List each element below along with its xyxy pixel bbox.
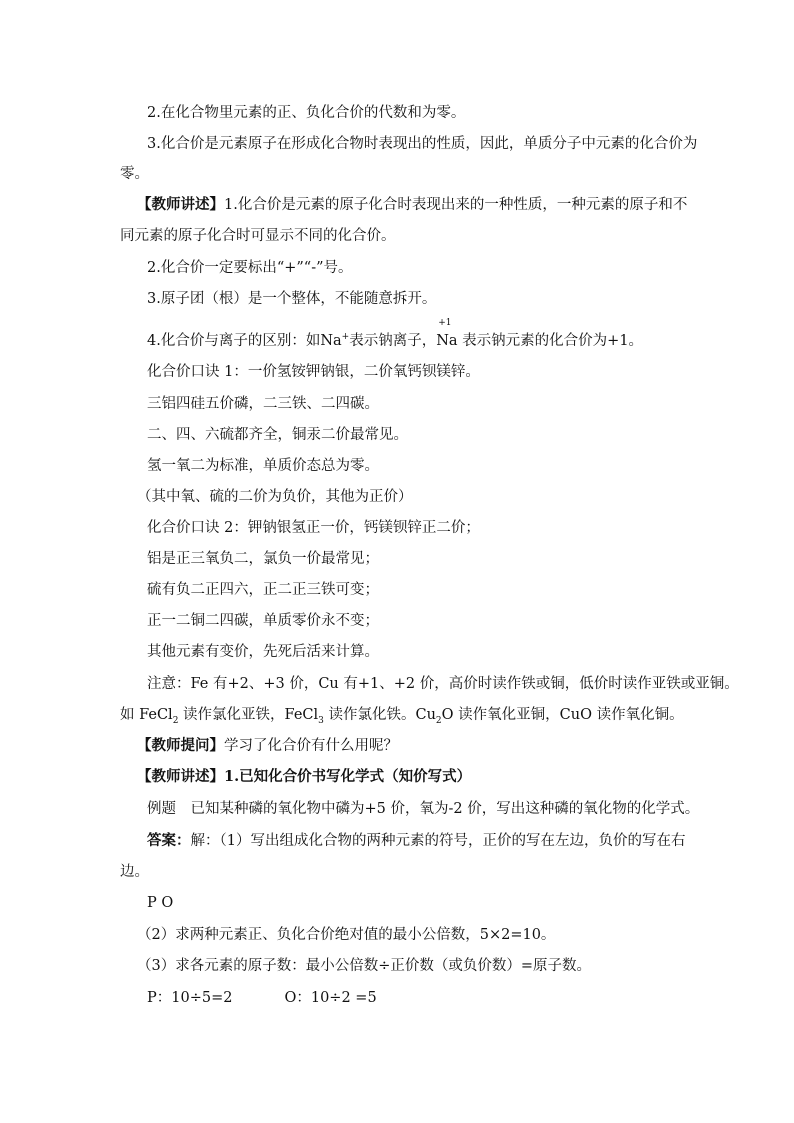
rule-2-text: 2.在化合物里元素的正、负化合价的代数和为零。 bbox=[147, 105, 466, 121]
mnemonic-1-line-1-text: 化合价口诀 1：一价氢铵钾钠银，二价氧钙钡镁锌。 bbox=[147, 364, 480, 380]
mnemonic-2-line-4-text: 正一二铜二四碳，单质零价永不变； bbox=[147, 613, 379, 629]
mnemonic-2-line-4 bbox=[0, 611, 794, 631]
teacher-narration-tag: 【教师讲述】 bbox=[137, 196, 224, 213]
teacher-narration-text: 1.化合价是元素的原子化合时表现出来的一种性质，一种元素的原子和不 bbox=[224, 197, 688, 213]
mnemonic-1-line-1 bbox=[0, 362, 794, 382]
element-symbols bbox=[0, 893, 794, 913]
mnemonic-1-line-4 bbox=[0, 456, 794, 476]
rule-2 bbox=[0, 103, 794, 123]
mnemonic-2-line-1 bbox=[0, 518, 794, 538]
subscript-cu2: 2 bbox=[435, 715, 442, 726]
example-problem bbox=[0, 799, 794, 819]
teacher-narration-2-tag: 【教师讲述】 bbox=[137, 768, 224, 785]
point-2-text: 2.化合价一定要标出“+”“-”号。 bbox=[147, 260, 353, 276]
valence-element: Na bbox=[436, 333, 458, 349]
answer-step-3 bbox=[0, 956, 794, 976]
rule-3-cont bbox=[0, 164, 794, 184]
note-cont-a: 如 FeCl bbox=[120, 707, 173, 723]
atom-count-o: O：10÷2 =5 bbox=[284, 990, 377, 1006]
rule-3-text: 3.化合价是元素原子在形成化合物时表现出的性质，因此，单质分子中元素的化合价为 bbox=[147, 136, 698, 152]
point-4-text-b: 表示钠离子， bbox=[349, 333, 437, 349]
point-3-text: 3.原子团（根）是一个整体，不能随意拆开。 bbox=[147, 291, 437, 307]
mnemonic-1-line-2 bbox=[0, 394, 794, 414]
mnemonic-2-line-3-text: 硫有负二正四六，正二正三铁可变； bbox=[147, 582, 379, 598]
point-4-text-c: 表示钠元素的化合价为+1。 bbox=[457, 333, 644, 349]
point-4 bbox=[0, 318, 794, 351]
mnemonic-1-line-4-text: 氢一氧二为标准，单质价态总为零。 bbox=[147, 458, 379, 474]
mnemonic-1-note-text: （其中氧、硫的二价为负价，其他为正价） bbox=[137, 489, 413, 505]
mnemonic-2-line-5-text: 其他元素有变价，先死后活来计算。 bbox=[147, 644, 379, 660]
answer-step-1-cont bbox=[0, 862, 794, 882]
note-paragraph bbox=[0, 674, 794, 694]
teacher-narration-2 bbox=[0, 767, 794, 787]
teacher-narration-1 bbox=[0, 195, 794, 215]
teacher-question-text: 学习了化合价有什么用呢？ bbox=[224, 738, 398, 754]
teacher-question-tag: 【教师提问】 bbox=[137, 737, 224, 754]
atom-count-p: P：10÷5=2 bbox=[147, 990, 233, 1006]
note-paragraph-cont bbox=[0, 705, 794, 725]
valence-notation bbox=[436, 318, 458, 351]
teacher-question bbox=[0, 736, 794, 756]
note-cont-d: O 读作氧化亚铜，CuO 读作氧化铜。 bbox=[441, 707, 684, 723]
mnemonic-1-line-3-text: 二、四、六硫都齐全，铜汞二价最常见。 bbox=[147, 427, 408, 443]
point-3 bbox=[0, 289, 794, 309]
valence-mark: +1 bbox=[438, 318, 452, 328]
answer-step-1-text: 解：（1）写出组成化合物的两种元素的符号，正价的写在左边，负价的写在右 bbox=[190, 833, 686, 849]
teacher-narration-2-text: 1.已知化合价书写化学式（知价写式） bbox=[224, 768, 472, 785]
answer-step-2 bbox=[0, 925, 794, 945]
element-symbols-text: P O bbox=[147, 895, 174, 911]
teacher-narration-cont-text: 同元素的原子化合时可显示不同的化合价。 bbox=[120, 228, 396, 244]
point-4-text-a: 4.化合价与离子的区别：如Na bbox=[147, 333, 342, 349]
mnemonic-1-line-3 bbox=[0, 425, 794, 445]
note-cont-c: 读作氯化铁。Cu bbox=[323, 707, 436, 723]
atom-count-calc bbox=[0, 988, 794, 1008]
teacher-narration-1-cont bbox=[0, 226, 794, 246]
mnemonic-1-line-2-text: 三铝四硅五价磷，二三铁、二四碳。 bbox=[147, 396, 379, 412]
mnemonic-2-line-3 bbox=[0, 580, 794, 600]
point-2 bbox=[0, 258, 794, 278]
answer-step-3-text: （3）求各元素的原子数：最小公倍数÷正价数（或负价数）=原子数。 bbox=[137, 958, 592, 974]
answer-step-2-text: （2）求两种元素正、负化合价绝对值的最小公倍数，5×2=10。 bbox=[137, 927, 556, 943]
subscript-3: 3 bbox=[318, 715, 324, 726]
answer-tag: 答案： bbox=[147, 832, 191, 849]
ion-charge-superscript: + bbox=[341, 332, 350, 343]
subscript-2: 2 bbox=[172, 715, 179, 726]
answer-step-1 bbox=[0, 831, 794, 851]
rule-3 bbox=[0, 134, 794, 154]
mnemonic-2-line-1-text: 化合价口诀 2：钾钠银氢正一价，钙镁钡锌正二价； bbox=[147, 520, 480, 536]
mnemonic-2-line-2-text: 铝是正三氧负二，氯负一价最常见； bbox=[147, 551, 379, 567]
note-paragraph-text: 注意：Fe 有+2、+3 价，Cu 有+1、+2 价，高价时读作铁或铜，低价时读作亚铁或亚铜。 bbox=[147, 676, 739, 692]
note-cont-b: 读作氯化亚铁，FeCl bbox=[178, 707, 319, 723]
mnemonic-2-line-5 bbox=[0, 642, 794, 662]
example-problem-text: 例题 已知某种磷的氧化物中磷为+5 价，氧为-2 价，写出这种磷的氧化物的化学式。 bbox=[147, 801, 700, 817]
rule-3-cont-text: 零。 bbox=[120, 166, 149, 182]
mnemonic-2-line-2 bbox=[0, 549, 794, 569]
mnemonic-1-note bbox=[0, 487, 794, 507]
answer-step-1-cont-text: 边。 bbox=[120, 864, 149, 880]
